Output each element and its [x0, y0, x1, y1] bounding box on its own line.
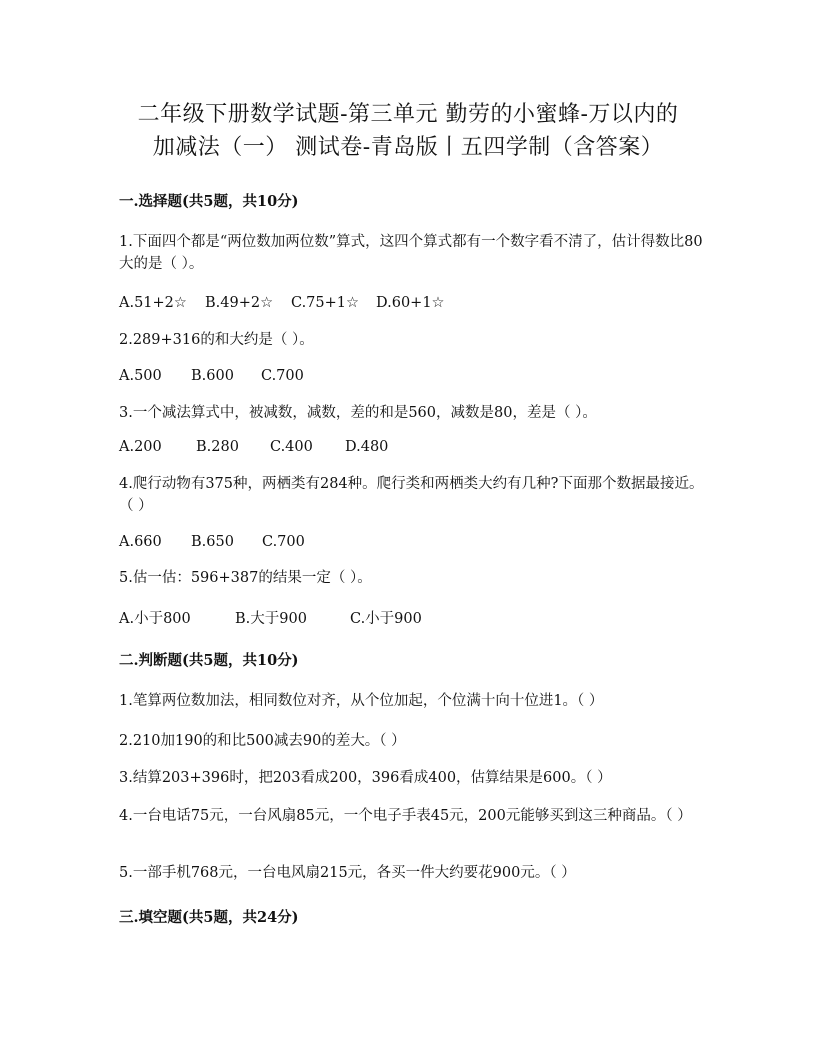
section-heading-choice: 一.选择题(共5题，共10分): [119, 193, 299, 210]
option: D.480: [345, 439, 389, 455]
question-options: [119, 439, 388, 455]
section-heading-judgement: 二.判断题(共5题，共10分): [119, 652, 299, 669]
option: A.51+2☆: [119, 295, 187, 311]
option: B.600: [191, 368, 234, 384]
question-text: 5.估一估：596+387的结果一定（ ）。: [119, 570, 372, 586]
question-text: 1.下面四个都是“两位数加两位数”算式，这四个算式都有一个数字看不清了，估计得数比80大的是（ ）。: [119, 234, 703, 272]
option: C.700: [262, 534, 305, 550]
question-text: 4.一台电话75元，一台风扇85元，一个电子手表45元，200元能够买到这三种商品。（ ）: [119, 808, 692, 824]
option: C.75+1☆: [291, 295, 360, 311]
document-title-line-1: 二年级下册数学试题-第三单元 勤劳的小蜜蜂-万以内的: [137, 102, 679, 127]
option: C.小于900: [350, 611, 422, 627]
option: B.49+2☆: [205, 295, 274, 311]
option: B.大于900: [235, 611, 307, 627]
option: A.500: [119, 368, 162, 384]
option: B.280: [196, 439, 239, 455]
question-text: 3.结算203+396时，把203看成200，396看成400，估算结果是600。（ ）: [119, 770, 612, 786]
question-options: [119, 534, 305, 550]
question-options: [119, 295, 445, 311]
option: B.650: [191, 534, 234, 550]
question-options: [119, 607, 422, 628]
option: A.小于800: [119, 611, 191, 627]
document-title-line-2: 加减法（一） 测试卷-青岛版丨五四学制（含答案）: [152, 135, 664, 160]
question-text: 2.210加190的和比500减去90的差大。（ ）: [119, 733, 406, 749]
option: A.200: [119, 439, 162, 455]
option: D.60+1☆: [376, 295, 445, 311]
question-options: [119, 368, 304, 384]
question-text: 1.笔算两位数加法，相同数位对齐，从个位加起，个位满十向十位进1。（ ）: [119, 693, 604, 709]
question-text: 2.289+316的和大约是（ ）。: [119, 332, 314, 348]
option: A.660: [119, 534, 162, 550]
section-heading-fill-in: 三.填空题(共5题，共24分): [119, 909, 299, 926]
question-text: 4.爬行动物有375种，两栖类有284种。爬行类和两栖类大约有几种?下面那个数据最接近。（ ）: [119, 476, 704, 514]
question-text: 3.一个减法算式中，被减数，减数，差的和是560，减数是80，差是（ ）。: [119, 405, 597, 421]
question-text: 5.一部手机768元，一台电风扇215元，各买一件大约要花900元。（ ）: [119, 865, 576, 881]
option: C.700: [261, 368, 304, 384]
option: C.400: [270, 439, 313, 455]
